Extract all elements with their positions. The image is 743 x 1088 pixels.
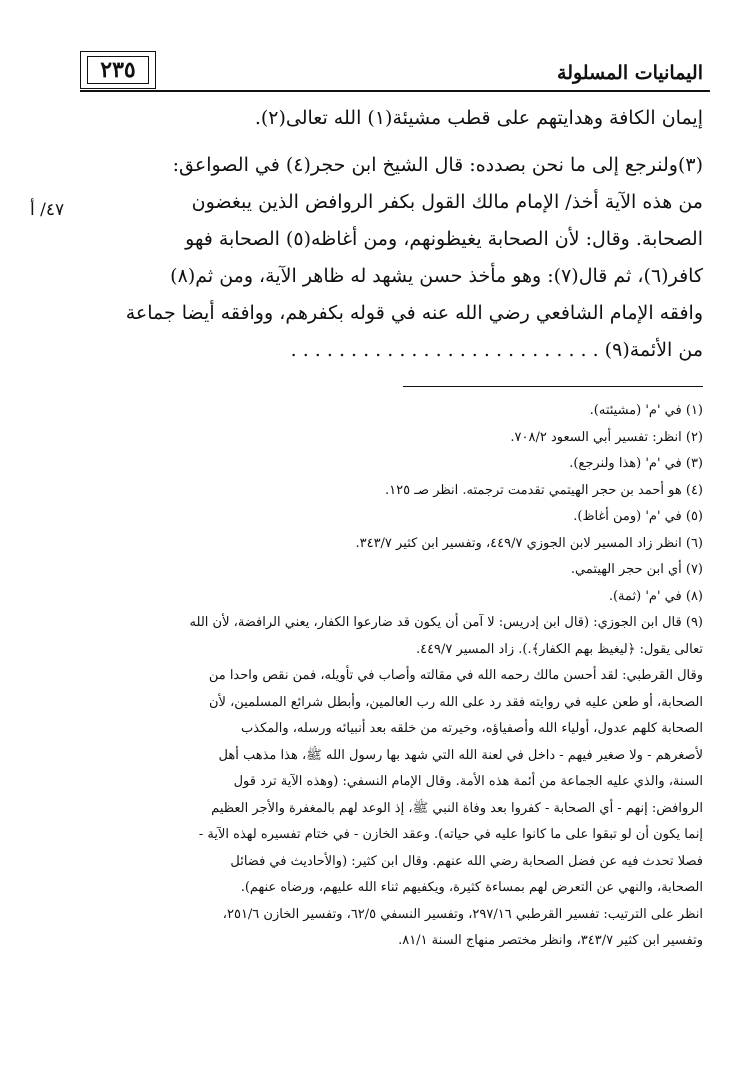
- footnote-9-line: وقال القرطبي: لقد أحسن مالك رحمه الله في مقالته وأصاب في تأويله، فمن نقص واحدا من: [208, 668, 703, 683]
- main-text: [63, 100, 703, 369]
- footnote-6: (٦) انظر زاد المسير لابن الجوزي ٤٤٩/٧، وتفسير ابن كثير ٣٤٣/٧.: [355, 535, 703, 551]
- footnote-9-line: فصلا تحدث فيه عن فضل الصحابة رضي الله عنهم. وقال ابن كثير: (والأحاديث في فضائل: [230, 853, 703, 869]
- footnote-separator: [403, 386, 703, 387]
- body-line-2: (٣)ولنرجع إلى ما نحن بصدده: قال الشيخ ابن حجر(٤) في الصواعق:: [172, 154, 703, 176]
- footnote-2: (٢) انظر: تفسير أبي السعود ٧٠٨/٢.: [510, 429, 703, 445]
- body-line-3: من هذه الآية أخذ/ الإمام مالك القول بكفر الروافض الذين يبغضون: [191, 191, 703, 213]
- footnote-9-line: انظر على الترتيب: تفسير القرطبي ٢٩٧/١٦، وتفسير النسفي ٦٢/٥، وتفسير الخازن ٢٥١/٦،: [222, 906, 703, 922]
- footnote-7: (٧) أي ابن حجر الهيتمي.: [570, 562, 703, 577]
- footnote-9-line: إنما يكون أن لو تبقوا على ما كانوا عليه في حياته). وعقد الخازن - في ختام تفسيره لهذه الآية -: [198, 827, 703, 842]
- footnote-9-line: لأصغرهم - ولا صغير فيهم - داخل في لعنة الله التي شهد بها رسول الله ﷺ، هذا مذهب أهل: [218, 747, 703, 763]
- footnote-1: (١) في 'م' (مشيئته).: [589, 403, 703, 418]
- footnote-9-line: الصحابة، والنهي عن التعرض لهم بمساءة كثيرة، ويكفيهم ثناء الله عليهم، ورضاه عنهم).: [240, 880, 703, 895]
- page-number-box: [80, 51, 156, 89]
- footnote-9-line: تعالى يقول: ﴿ليغيظ بهم الكفار﴾.). زاد المسير ٤٤٩/٧.: [415, 641, 703, 657]
- running-title: اليمانيات المسلولة: [557, 62, 703, 84]
- footnote-9-line: الصحابة كلهم عدول، أولياء الله وأصفياؤه، وخيرته من خلقه بعد أنبيائه ورسله، والمكذب: [241, 721, 703, 736]
- footnote-9-line: (٩) قال ابن الجوزي: (قال ابن إدريس: لا آمن أن يكون قد ضارعوا الكفار، يعني الرافضة، لأن الله: [189, 615, 703, 630]
- footnote-9-line: الصحابة، أو طعن عليه في روايته فقد رد على الله رب العالمين، وأبطل شرائع المسلمين، لأن: [209, 694, 703, 710]
- page-number: ٢٣٥: [87, 56, 148, 84]
- footnote-9-line: وتفسير ابن كثير ٣٤٣/٧، وانظر مختصر منهاج السنة ٨١/١.: [398, 933, 703, 948]
- footnote-3: (٣) في 'م' (هذا ولنرجع).: [569, 456, 703, 471]
- footnote-9-line: الروافض: إنهم - أي الصحابة - كفروا بعد وفاة النبي ﷺ، إذ الوعد لهم بالمغفرة والأجر العظيم: [211, 800, 703, 816]
- margin-folio-note: ٤٧/ أ: [30, 200, 65, 220]
- body-line-4: الصحابة. وقال: لأن الصحابة يغيظونهم، ومن أغاظه(٥) الصحابة فهو: [185, 228, 703, 250]
- body-line-1: إيمان الكافة وهدايتهم على قطب مشيئة(١) الله تعالى(٢).: [254, 107, 703, 129]
- header-rule: [80, 90, 710, 92]
- footnote-8: (٨) في 'م' (ثمة).: [608, 588, 703, 604]
- body-line-5: كافر(٦)، ثم قال(٧): وهو مأخذ حسن يشهد له ظاهر الآية، ومن ثم(٨): [170, 265, 703, 287]
- body-line-6: وافقه الإمام الشافعي رضي الله عنه في قوله بكفرهم، ووافقه أيضا جماعة: [125, 302, 703, 324]
- footnote-9: [53, 610, 703, 955]
- footnote-4: (٤) هو أحمد بن حجر الهيتمي تقدمت ترجمته. انظر صـ ١٢٥.: [384, 482, 703, 498]
- footnotes: [53, 398, 703, 955]
- footnote-5: (٥) في 'م' (ومن أغاظ).: [573, 509, 703, 524]
- footnote-9-line: السنة، والذي عليه الجماعة من أئمة هذه الأمة. وقال الإمام النسفي: (وهذه الآية ترد قول: [233, 774, 703, 789]
- body-line-7: من الأئمة(٩) . . . . . . . . . . . . . . . . . . . . . . . . . .: [290, 339, 703, 361]
